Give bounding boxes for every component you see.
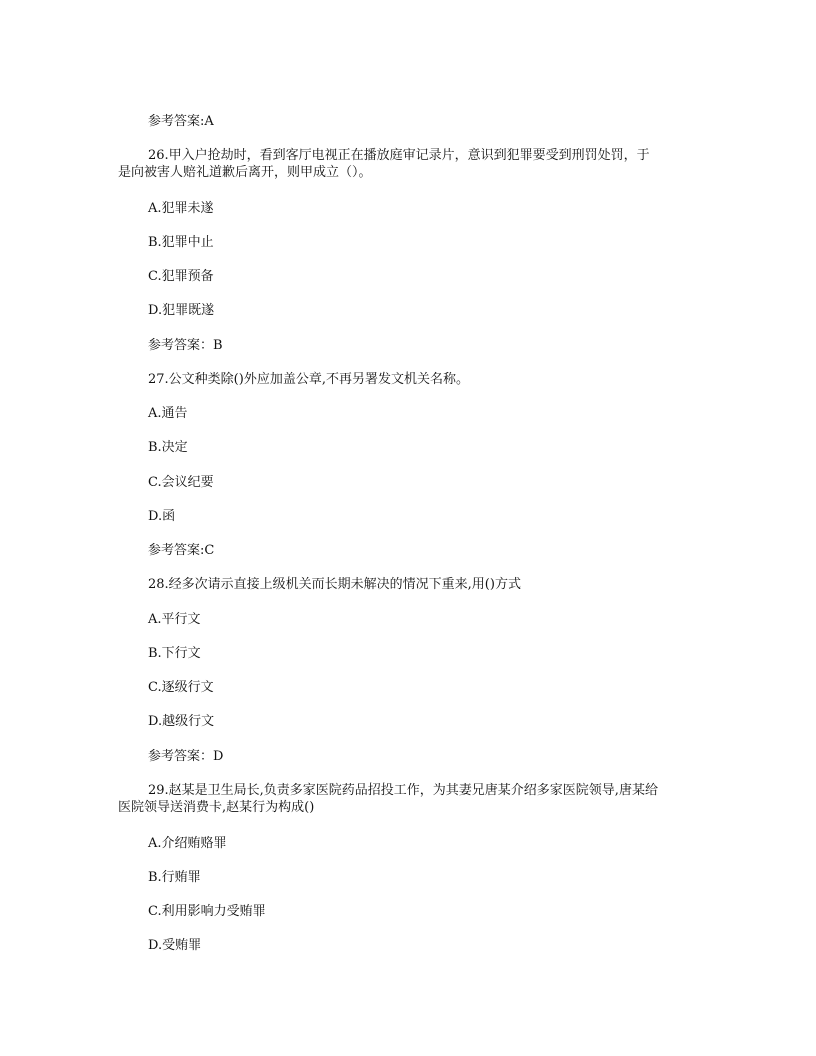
question-26 (118, 147, 690, 181)
option-a: A.平行文 (148, 612, 201, 627)
option-a: A.犯罪未遂 (148, 201, 214, 216)
option-c: C.会议纪要 (148, 475, 214, 490)
option-d: D.函 (148, 509, 176, 524)
answer-key: 参考答案：B (148, 338, 223, 353)
answer-key: 参考答案:A (148, 114, 214, 129)
option-a: A.通告 (148, 406, 188, 421)
question-text-line-1: 29.赵某是卫生局长,负责多家医院药品招投工作，为其妻兄唐某介绍多家医院领导,唐某给 (148, 783, 658, 798)
option-b: B.下行文 (148, 646, 201, 661)
question-27: 27.公文种类除()外应加盖公章,不再另署发文机关名称。 (148, 372, 469, 387)
question-text-line-2: 医院领导送消费卡,赵某行为构成() (118, 800, 315, 815)
question-text-line-2: 是向被害人赔礼道歉后离开，则甲成立（）。 (118, 165, 372, 180)
answer-key: 参考答案：D (148, 749, 224, 764)
option-d: D.受贿罪 (148, 938, 202, 953)
option-d: D.犯罪既遂 (148, 303, 215, 318)
option-c: C.犯罪预备 (148, 269, 214, 284)
question-text-line-1: 26.甲入户抢劫时，看到客厅电视正在播放庭审记录片，意识到犯罪要受到刑罚处罚，于 (148, 148, 650, 163)
question-28: 28.经多次请示直接上级机关而长期未解决的情况下重来,用()方式 (148, 577, 521, 592)
option-d: D.越级行文 (148, 714, 215, 729)
answer-key: 参考答案:C (148, 543, 215, 558)
question-29 (118, 782, 690, 816)
option-b: B.犯罪中止 (148, 235, 214, 250)
option-c: C.利用影响力受贿罪 (148, 904, 266, 919)
option-a: A.介绍贿赂罪 (148, 836, 227, 851)
option-b: B.行贿罪 (148, 870, 201, 885)
option-c: C.逐级行文 (148, 680, 214, 695)
option-b: B.决定 (148, 440, 188, 455)
